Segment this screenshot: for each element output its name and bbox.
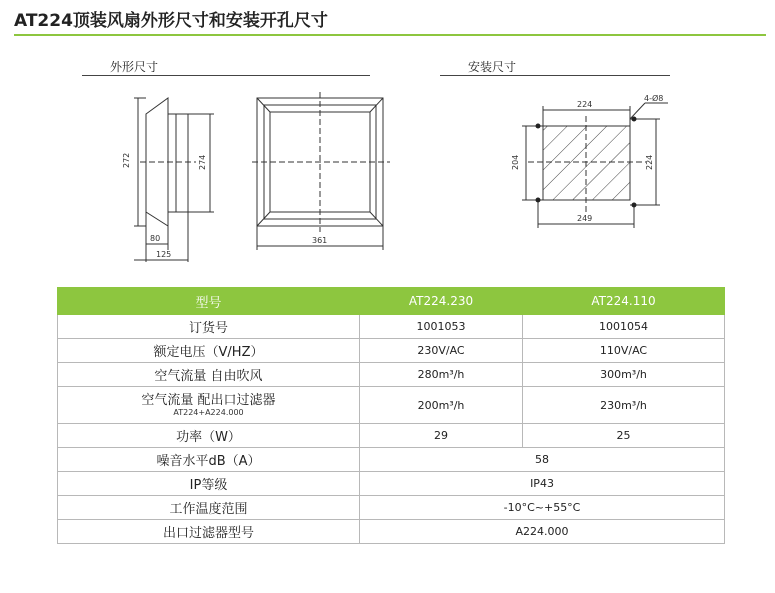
front-view-drawing [252, 92, 390, 250]
side-view-drawing [134, 98, 214, 262]
spec-table [57, 287, 725, 544]
row-label: 空气流量 配出口过滤器 [141, 393, 276, 408]
header-col-110: AT224.110 [523, 288, 725, 315]
row-value: 230m³/h [523, 387, 725, 424]
row-value: 1001054 [523, 315, 725, 339]
install-section-label: 安装尺寸 [468, 60, 517, 74]
row-value: 280m³/h [360, 363, 523, 387]
table-header-row [58, 288, 725, 315]
table-row [58, 363, 725, 387]
row-value: 200m³/h [360, 387, 523, 424]
table-row [58, 448, 725, 472]
header-col-230: AT224.230 [360, 288, 523, 315]
dim-274: 274 [198, 154, 207, 170]
dim-80: 80 [150, 234, 161, 243]
row-value: 1001053 [360, 315, 523, 339]
row-value-merged: A224.000 [360, 520, 725, 544]
row-label: 订货号 [58, 315, 360, 339]
table-row [58, 472, 725, 496]
row-value: 25 [523, 424, 725, 448]
row-value: 29 [360, 424, 523, 448]
row-value-merged: 58 [360, 448, 725, 472]
page-title: AT224顶装风扇外形尺寸和安装开孔尺寸 [14, 11, 328, 31]
row-value: 230V/AC [360, 339, 523, 363]
row-value: 300m³/h [523, 363, 725, 387]
dim-249: 249 [577, 214, 593, 223]
dim-361: 361 [312, 236, 328, 245]
row-value-merged: -10°C~+55°C [360, 496, 725, 520]
table-row [58, 496, 725, 520]
row-value: 110V/AC [523, 339, 725, 363]
dim-224-right: 224 [645, 154, 654, 170]
row-label: 噪音水平dB（A） [58, 448, 360, 472]
row-label: 空气流量 自由吹风 [58, 363, 360, 387]
dim-hole-spec: 4-Ø8 [644, 94, 664, 103]
technical-drawings [0, 0, 775, 285]
outline-section-label: 外形尺寸 [110, 60, 159, 74]
table-row [58, 424, 725, 448]
table-row [58, 339, 725, 363]
dim-125: 125 [156, 250, 172, 259]
row-label: 出口过滤器型号 [58, 520, 360, 544]
dim-204: 204 [511, 154, 520, 170]
row-sublabel: AT224+A224.000 [173, 408, 244, 417]
table-row [58, 315, 725, 339]
row-label: IP等级 [58, 472, 360, 496]
header-model: 型号 [58, 288, 360, 315]
row-label: 工作温度范围 [58, 496, 360, 520]
row-label-filter [58, 387, 360, 424]
table-row [58, 387, 725, 424]
row-value-merged: IP43 [360, 472, 725, 496]
dim-272: 272 [122, 152, 131, 168]
dim-224-top: 224 [577, 100, 593, 109]
row-label: 额定电压（V/HZ） [58, 339, 360, 363]
row-label: 功率（W） [58, 424, 360, 448]
table-row [58, 520, 725, 544]
